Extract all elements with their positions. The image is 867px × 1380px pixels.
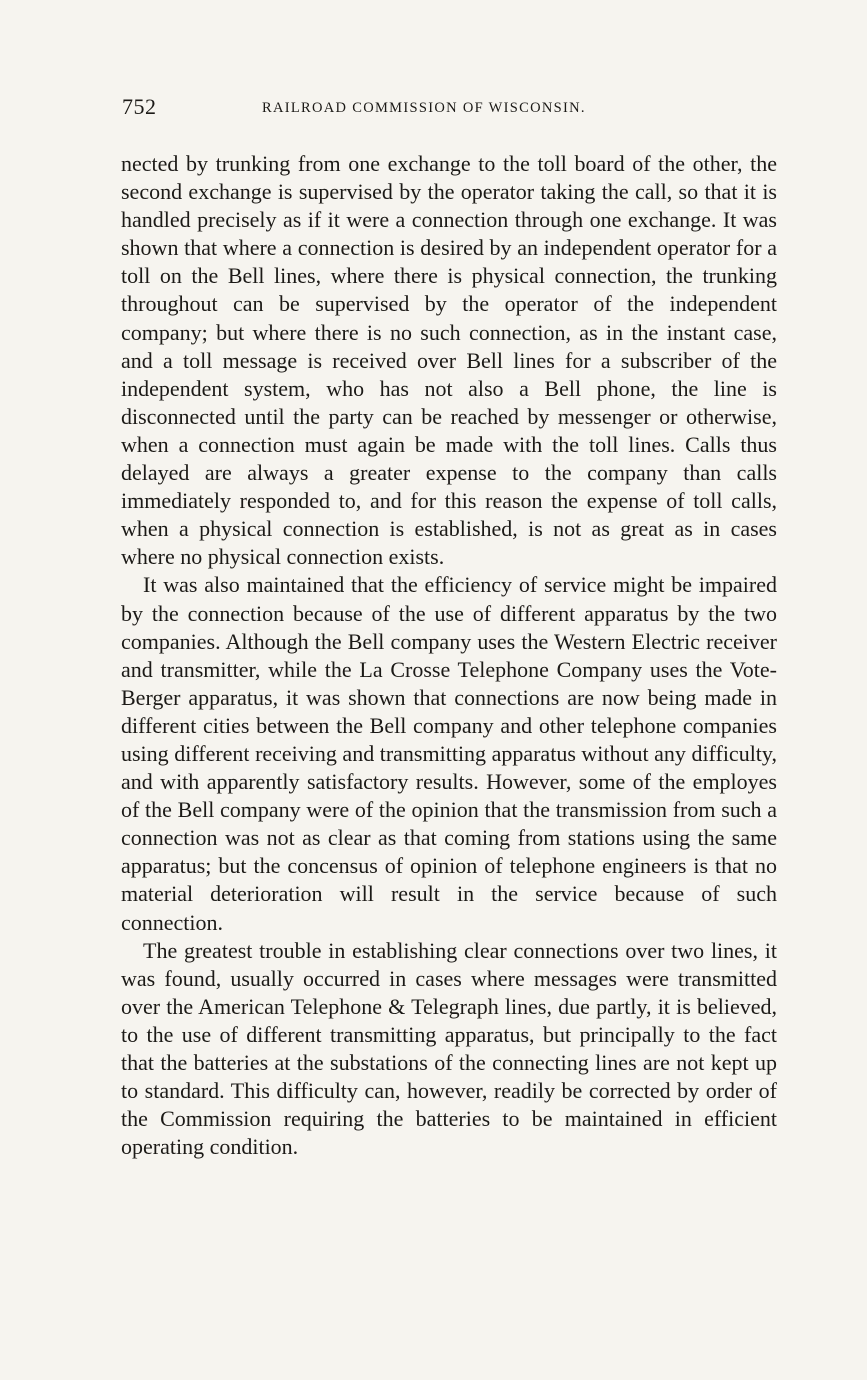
- page-number: 752: [122, 94, 157, 119]
- paragraph-trouble: The greatest trouble in establishing clear connections over two lines, it was found, usually occurred in cases where messages were transmitted over the American Telephone & Telegraph lines, due partly, it is believed, to the use of different transmitting apparatus, but principally to the fact that the batteries at the substations of the connecting lines are not kept up to standard. This difficulty can, however, readily be corrected by order of the Commission requiring the batteries to be maintained in efficient operating condition.: [121, 937, 777, 1160]
- paragraph-continuation: nected by trunking from one exchange to the toll board of the other, the second exchange is supervised by the operator taking the call, so that it is handled precisely as if it were a connection through one exchange. It was shown that where a connection is desired by an independent operator for a toll on the Bell lines, where there is physical connection, the trunking throughout can be supervised by the operator of the independent company; but where there is no such connection, as in the instant case, and a toll message is received over Bell lines for a subscriber of the independent system, who has not also a Bell phone, the line is disconnected until the party can be reached by messenger or otherwise, when a connection must again be made with the toll lines. Calls thus delayed are always a greater expense to the company than calls immediately responded to, and for this reason the expense of toll calls, when a physical connection is established, is not as great as in cases where no physical connection exists.: [121, 151, 777, 570]
- header-title: RAILROAD COMMISSION OF WISCONSIN.: [262, 100, 586, 116]
- paragraph-efficiency: It was also maintained that the efficiency of service might be impaired by the connection because of the use of different apparatus by the two companies. Although the Bell company uses the Western Electric receiver and transmitter, while the La Crosse Telephone Company uses the Vote-Berger apparatus, it was shown that connections are now being made in different cities between the Bell company and other telephone companies using different receiving and transmitting apparatus without any difficulty, and with apparently satisfactory results. However, some of the employes of the Bell company were of the opinion that the transmission from such a connection was not as clear as that coming from stations using the same apparatus; but the concensus of opinion of telephone engineers is that no material deterioration will result in the service because of such connection.: [121, 572, 777, 935]
- running-header: [122, 94, 777, 124]
- body-text: [121, 150, 777, 1161]
